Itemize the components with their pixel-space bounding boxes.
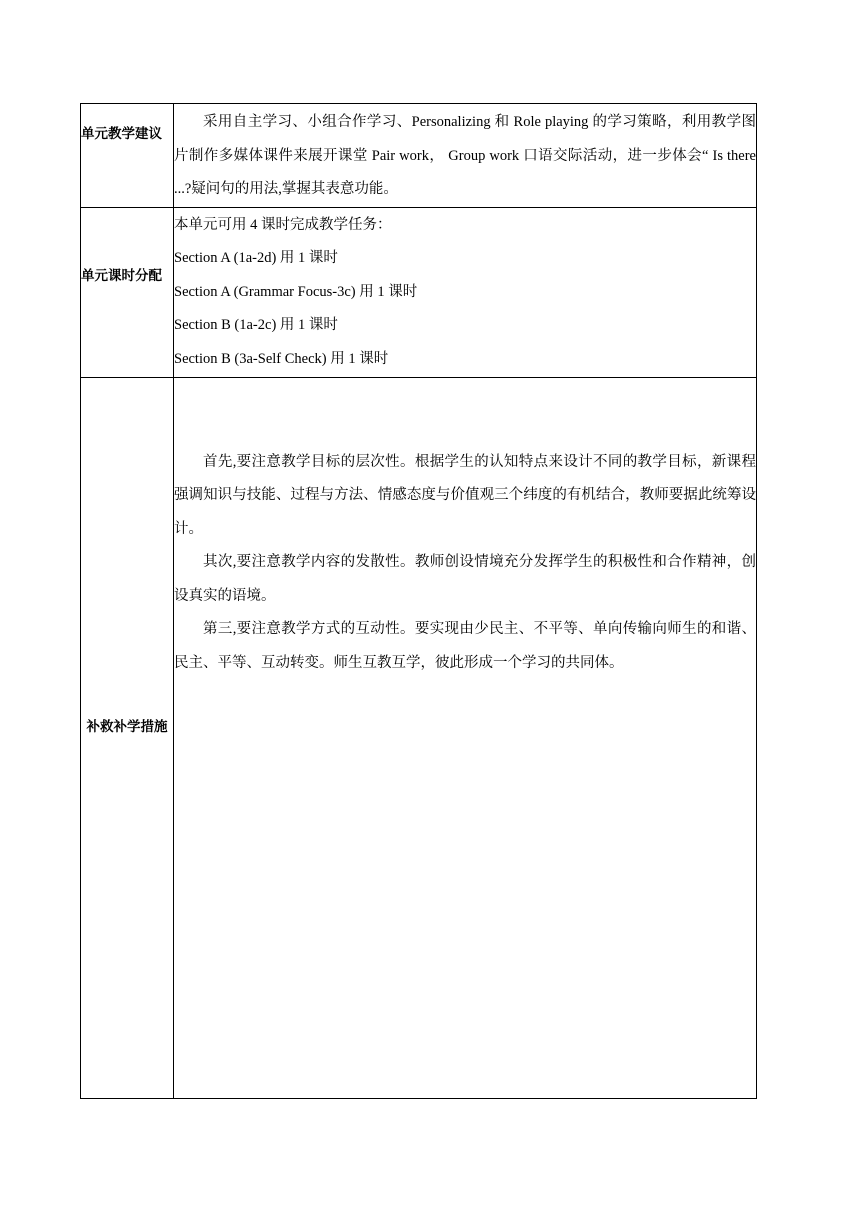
row-label-remedial-measures: 补救补学措施	[81, 377, 174, 1098]
allocation-item: Section A (1a-2d) 用 1 课时	[174, 250, 338, 266]
table-row	[81, 377, 757, 1098]
allocation-item: Section A (Grammar Focus-3c) 用 1 课时	[174, 283, 418, 300]
row-content-period-allocation	[174, 207, 757, 377]
table-row	[81, 207, 757, 377]
paragraph: 首先,要注意教学目标的层次性。根据学生的认知特点来设计不同的教学目标，新课程强调知识与技能、过程与方法、情感态度与价值观三个纬度的有机结合，教师要据此统筹设计。	[174, 453, 756, 537]
lesson-plan-table	[80, 103, 757, 1099]
paragraph: 其次,要注意教学内容的发散性。教师创设情境充分发挥学生的积极性和合作精神，创设真实的语境。	[174, 554, 756, 604]
paragraph: 采用自主学习、小组合作学习、Personalizing 和 Role playing 的学习策略，利用教学图片制作多媒体课件来展开课堂 Pair work， Group work 口语交际活动，进一步体会“ Is there ...?疑问句的用法,掌握其表意功能。	[174, 114, 756, 197]
table-row	[81, 104, 757, 208]
allocation-item: Section B (1a-2c) 用 1 课时	[174, 317, 338, 333]
row-label-teaching-suggestions: 单元教学建议	[81, 104, 174, 208]
paragraph: 第三,要注意教学方式的互动性。要实现由少民主、不平等、单向传输向师生的和谐、民主、平等、互动转变。师生互教互学，彼此形成一个学习的共同体。	[174, 621, 756, 671]
row-label-period-allocation: 单元课时分配	[81, 207, 174, 377]
allocation-item: Section B (3a-Self Check) 用 1 课时	[174, 350, 389, 367]
allocation-intro: 本单元可用 4 课时完成教学任务：	[174, 216, 392, 233]
row-content-remedial-measures	[174, 377, 757, 1098]
row-content-teaching-suggestions	[174, 104, 757, 208]
